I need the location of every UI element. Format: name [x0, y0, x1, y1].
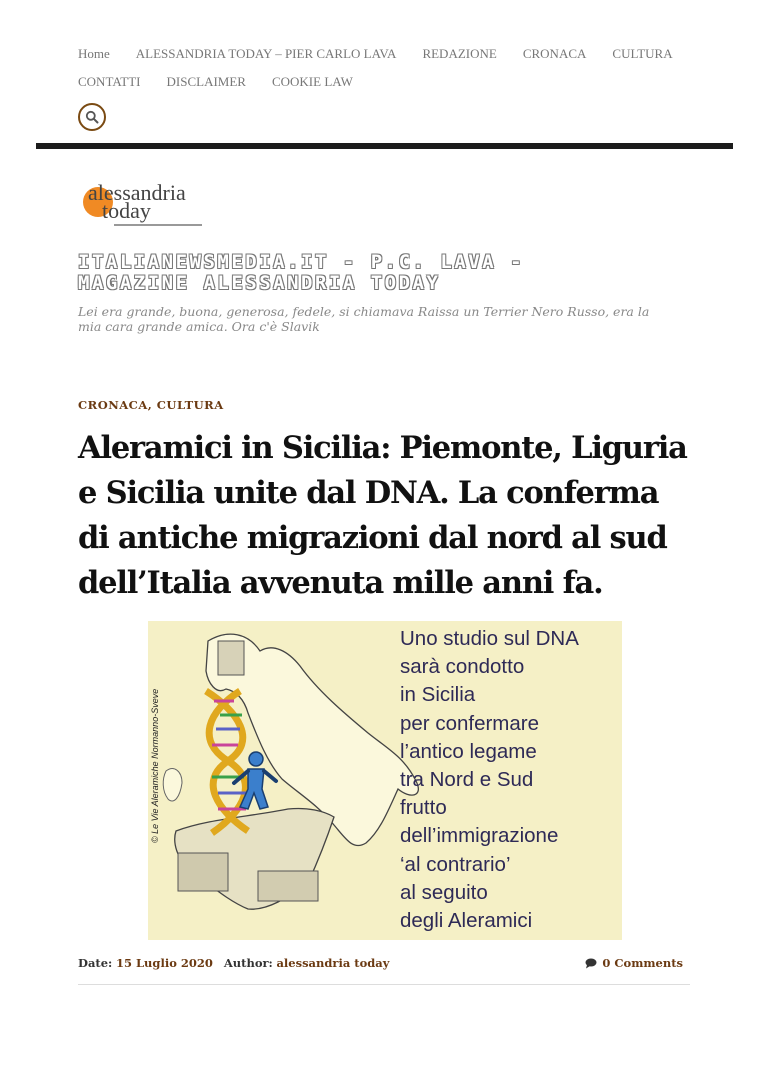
category-link-cronaca[interactable]: CRONACA — [78, 398, 148, 412]
nav-row-1 — [78, 40, 698, 68]
image-text-line: al seguito — [400, 880, 488, 904]
image-text-line: Uno studio sul DNA — [400, 627, 579, 650]
image-text-line: frutto — [400, 796, 447, 820]
nav-item-home[interactable]: Home — [78, 46, 110, 61]
site-logo-image — [80, 178, 205, 230]
site-tagline: Lei era grande, buona, generosa, fedele, si chiamava Raissa un Terrier Nero Russo, era la mia cara grande amica. Ora c'è Slavik — [78, 304, 650, 334]
nav-item-cultura[interactable]: CULTURA — [612, 46, 673, 61]
nav-item-cronaca[interactable]: CRONACA — [522, 46, 587, 61]
comments-link[interactable] — [585, 956, 683, 970]
nav-item-disclaimer[interactable]: DISCLAIMER — [166, 74, 246, 89]
featured-image — [148, 621, 622, 940]
search-button[interactable] — [78, 103, 106, 131]
article-meta — [78, 956, 683, 970]
article-date[interactable]: 15 Luglio 2020 — [115, 956, 213, 970]
category-separator: , — [147, 398, 157, 412]
header-divider-bar — [36, 143, 733, 149]
nav-row-2 — [78, 68, 698, 96]
svg-text:today: today — [102, 198, 151, 223]
nav-item-alessandria-today[interactable]: ALESSANDRIA TODAY – PIER CARLO LAVA — [135, 46, 397, 61]
comments-count: 0 Comments — [602, 956, 683, 970]
image-text-line: l’antico legame — [400, 739, 537, 763]
comment-icon — [585, 958, 597, 969]
category-link-cultura[interactable]: CULTURA — [156, 398, 224, 412]
svg-text:alessandria: alessandria — [88, 180, 186, 205]
image-text-line: in Sicilia — [400, 683, 476, 707]
nav-item-cookie-law[interactable]: COOKIE LAW — [271, 74, 353, 89]
main-navigation — [78, 40, 698, 96]
article-author[interactable]: alessandria today — [276, 956, 390, 970]
image-text-line: degli Aleramici — [400, 909, 533, 933]
image-text-line: sarà condotto — [400, 655, 525, 679]
image-text-line: dell’immigrazione — [400, 824, 559, 848]
nav-item-contatti[interactable]: CONTATTI — [78, 74, 141, 89]
site-logo[interactable] — [80, 178, 205, 230]
image-text-line: ‘al contrario’ — [400, 852, 511, 876]
date-label: Date: — [78, 956, 113, 970]
image-caption-text — [400, 625, 620, 935]
search-icon — [85, 110, 99, 124]
meta-divider — [78, 984, 690, 985]
image-text-line: tra Nord e Sud — [400, 768, 534, 792]
article-title: Aleramici in Sicilia: Piemonte, Liguria e Sicilia unite dal DNA. La conferma di antiche migrazioni dal nord al sud dell’Italia avvenuta mille anni fa. — [78, 430, 687, 601]
site-title[interactable]: ITALIANEWSMEDIA.IT - P.C. LAVA - MAGAZINE ALESSANDRIA TODAY — [78, 251, 525, 294]
author-label: Author: — [223, 956, 273, 970]
nav-item-redazione[interactable]: REDAZIONE — [422, 46, 497, 61]
article-categories — [78, 398, 224, 412]
image-credit: © Le Vie Aleramiche Normanno-Sveve — [150, 688, 160, 843]
image-text-line: per confermare — [400, 711, 540, 735]
